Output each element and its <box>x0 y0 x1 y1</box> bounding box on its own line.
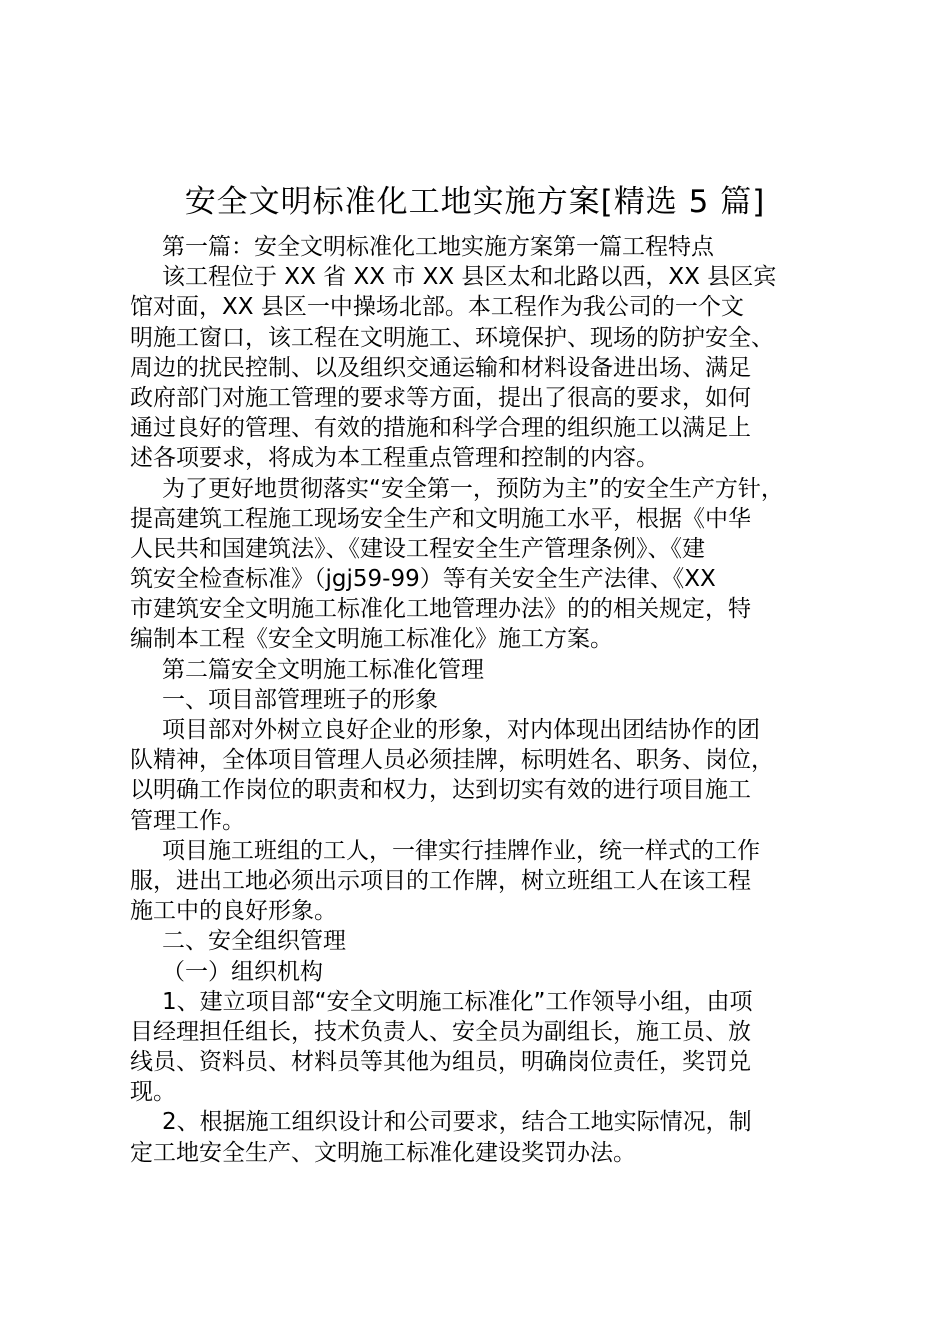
text-line: 以明确工作岗位的职责和权力，达到切实有效的进行项目施工 <box>130 777 751 804</box>
text-line: 2、根据施工组织设计和公司要求，结合工地实际情况，制 <box>162 1109 752 1136</box>
document-body <box>130 232 850 1168</box>
text-line: 提高建筑工程施工现场安全生产和文明施工水平，根据《中华 <box>130 505 751 532</box>
text-line: 第一篇：安全文明标准化工地实施方案第一篇工程特点 <box>162 234 714 260</box>
text-line: 管理工作。 <box>130 807 245 834</box>
text-line: 施工中的良好形象。 <box>130 898 337 925</box>
text-line: 人民共和国建筑法》、《建设工程安全生产管理条例》、《建 <box>130 535 705 562</box>
text-line: 明施工窗口，该工程在文明施工、环境保护、现场的防护安全、 <box>130 324 774 351</box>
text-line: 周边的扰民控制、以及组织交通运输和材料设备进出场、满足 <box>130 354 751 381</box>
text-line: 一、项目部管理班子的形象 <box>162 686 438 713</box>
text-line: 项目部对外树立良好企业的形象，对内体现出团结协作的团 <box>162 717 760 743</box>
text-line: 目经理担任组长，技术负责人、安全员为副组长，施工员、放 <box>130 1018 751 1045</box>
text-line: 述各项要求，将成为本工程重点管理和控制的内容。 <box>130 445 659 472</box>
text-line: 第二篇安全文明施工标准化管理 <box>162 656 484 683</box>
text-line: 为了更好地贯彻落实“安全第一，预防为主”的安全生产方针， <box>162 475 784 502</box>
text-line: 定工地安全生产、文明施工标准化建设奖罚办法。 <box>130 1139 636 1166</box>
text-line: 编制本工程《安全文明施工标准化》施工方案。 <box>130 626 613 653</box>
text-line: 政府部门对施工管理的要求等方面，提出了很高的要求，如何 <box>130 384 751 411</box>
text-line: 线员、资料员、材料员等其他为组员，明确岗位责任，奖罚兑 <box>130 1049 751 1076</box>
text-line: 通过良好的管理、有效的措施和科学合理的组织施工以满足上 <box>130 415 751 442</box>
text-line: 馆对面，XX 县区一中操场北部。本工程作为我公司的一个文 <box>130 294 744 321</box>
text-line: 市建筑安全文明施工标准化工地管理办法》的的相关规定，特 <box>130 596 751 623</box>
text-line: 该工程位于 XX 省 XX 市 XX 县区太和北路以西，XX 县区宾 <box>162 264 777 291</box>
text-line: 1、建立项目部“安全文明施工标准化”工作领导小组，由项 <box>162 988 753 1015</box>
text-line: 现。 <box>130 1079 176 1106</box>
text-line: 服，进出工地必须出示项目的工作牌，树立班组工人在该工程 <box>130 867 751 894</box>
text-line: 筑安全检查标准》（jgj59-99）等有关安全生产法律、《XX <box>130 566 716 593</box>
document-title: 安全文明标准化工地实施方案[精选 5 篇] <box>184 184 766 220</box>
text-line: 二、安全组织管理 <box>162 928 346 955</box>
text-line: 队精神，全体项目管理人员必须挂牌，标明姓名、职务、岗位， <box>130 747 774 774</box>
text-line: （一）组织机构 <box>162 958 323 985</box>
text-line: 项目施工班组的工人，一律实行挂牌作业，统一样式的工作 <box>162 837 760 864</box>
